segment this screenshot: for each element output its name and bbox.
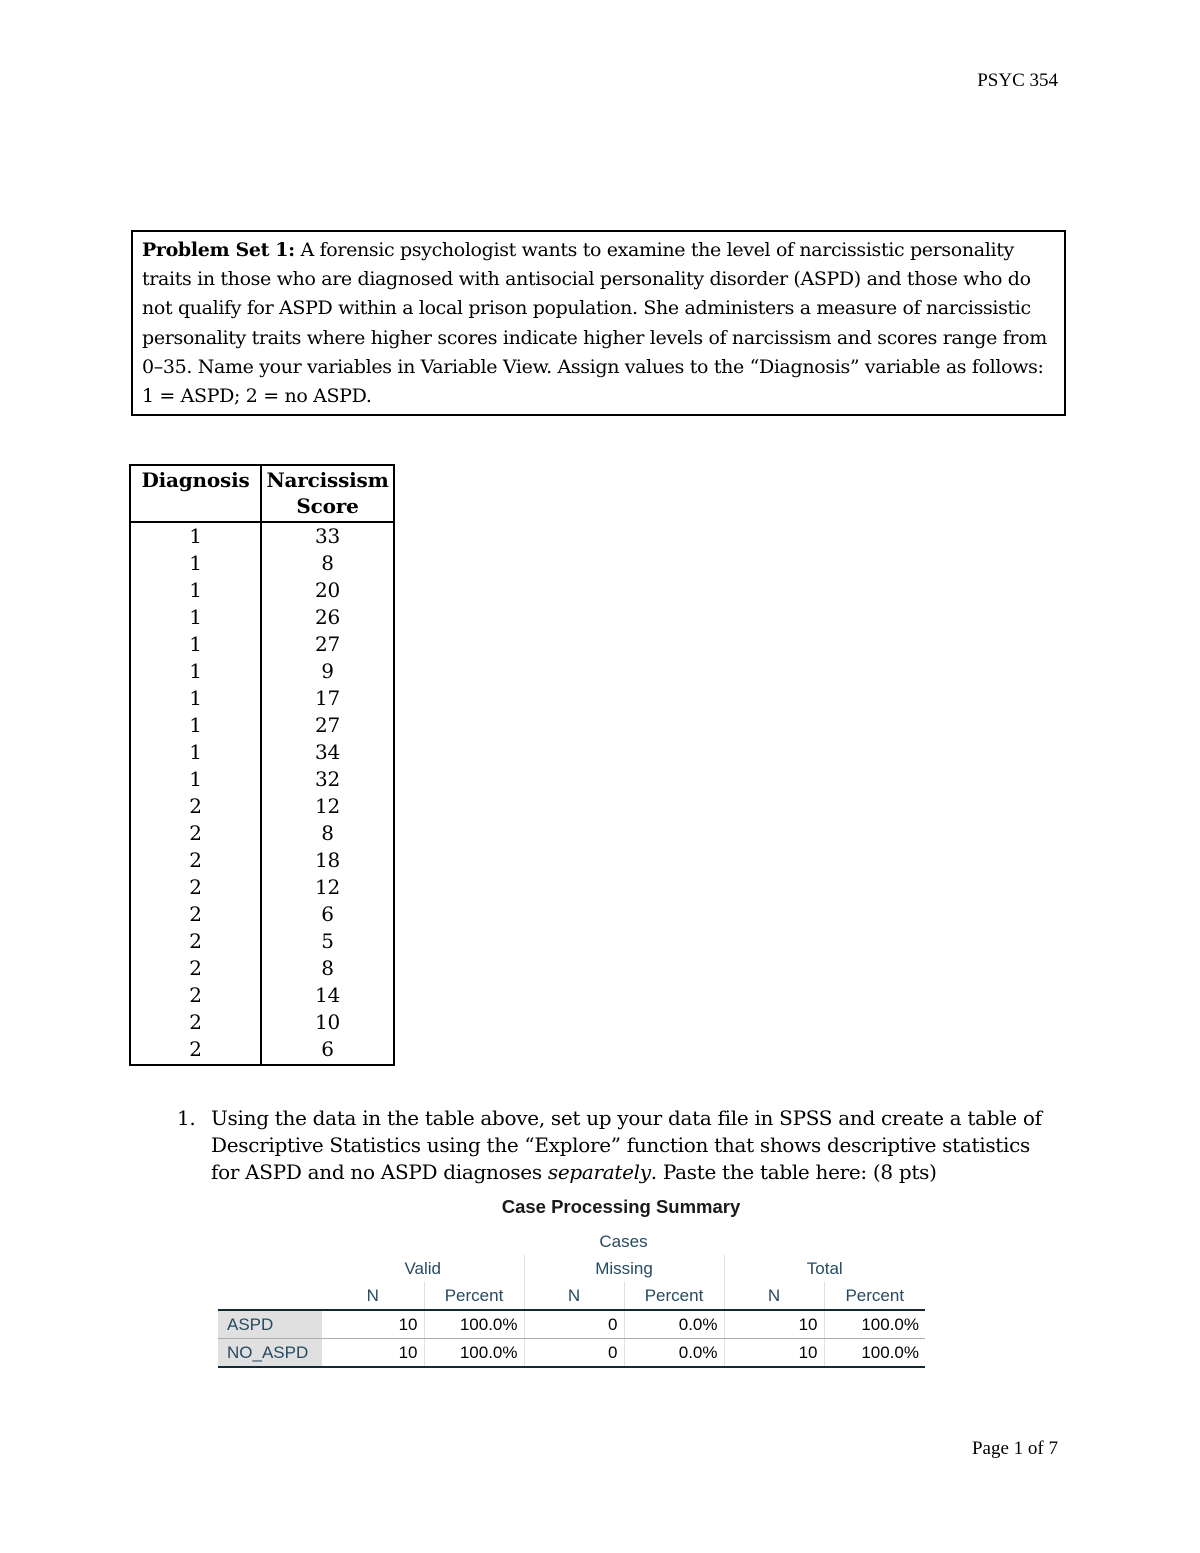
score-cell: 26 [261,604,394,631]
score-cell: 5 [261,928,394,955]
table-row [218,1339,925,1368]
table-row [130,1036,394,1065]
table-row [130,550,394,577]
table-row [130,874,394,901]
score-cell: 27 [261,712,394,739]
diagnosis-cell: 1 [130,658,261,685]
diagnosis-cell: 1 [130,712,261,739]
row-label: NO_ASPD [218,1339,322,1368]
diagnosis-header: Diagnosis [130,465,261,522]
diagnosis-cell: 1 [130,739,261,766]
problem-statement-box [131,230,1066,416]
diagnosis-cell: 2 [130,820,261,847]
table-row [130,928,394,955]
case-processing-summary [218,1228,925,1368]
diagnosis-cell: 2 [130,1036,261,1065]
diagnosis-cell: 2 [130,874,261,901]
table-row [130,522,394,550]
score-cell: 20 [261,577,394,604]
score-cell: 8 [261,550,394,577]
table-row [130,793,394,820]
data-table-body [130,522,394,1065]
value-cell: 10 [322,1339,424,1368]
score-cell: 10 [261,1009,394,1036]
value-cell: 0.0% [624,1339,724,1368]
table-row [130,901,394,928]
diagnosis-cell: 2 [130,982,261,1009]
table-row [130,1009,394,1036]
table-row [130,847,394,874]
table-row [130,739,394,766]
table-row [130,631,394,658]
diagnosis-cell: 1 [130,577,261,604]
course-header: PSYC 354 [977,70,1058,91]
value-cell: 0.0% [624,1310,724,1339]
score-cell: 12 [261,874,394,901]
table-row [130,577,394,604]
diagnosis-cell: 2 [130,793,261,820]
page-number: Page 1 of 7 [971,1438,1058,1459]
cases-header: Cases [599,1231,648,1251]
question-number: 1. [177,1106,196,1130]
table-row [130,658,394,685]
score-cell: 6 [261,1036,394,1065]
diagnosis-cell: 2 [130,847,261,874]
table-row [130,712,394,739]
table-row [218,1310,925,1339]
question-1 [177,1105,1047,1186]
total-n-header: N [724,1282,824,1310]
value-cell: 100.0% [424,1310,524,1339]
value-cell: 10 [724,1310,824,1339]
table-row [130,685,394,712]
score-cell: 9 [261,658,394,685]
score-cell: 8 [261,955,394,982]
score-cell: 17 [261,685,394,712]
diagnosis-cell: 1 [130,604,261,631]
total-header: Total [724,1255,925,1282]
diagnosis-cell: 1 [130,550,261,577]
score-cell: 6 [261,901,394,928]
question-text: Using the data in the table above, set up your data file in SPSS and create a table of Descriptive Statistics using the “Explore” function that shows descriptive statistics for ASPD and no ASPD diagnoses separately. Paste the table here: (8 pts) [211,1106,1042,1184]
score-cell: 33 [261,522,394,550]
diagnosis-cell: 2 [130,928,261,955]
narcissism-data-table [129,464,395,1066]
valid-percent-header: Percent [424,1282,524,1310]
value-cell: 10 [322,1310,424,1339]
score-cell: 12 [261,793,394,820]
value-cell: 100.0% [824,1310,925,1339]
diagnosis-cell: 2 [130,955,261,982]
valid-header: Valid [404,1258,442,1278]
diagnosis-cell: 1 [130,766,261,793]
missing-n-header: N [524,1282,624,1310]
score-cell: 34 [261,739,394,766]
question-emphasis: separately [547,1160,651,1184]
diagnosis-cell: 2 [130,1009,261,1036]
missing-header: Missing [524,1255,724,1282]
score-cell: 18 [261,847,394,874]
score-cell: 32 [261,766,394,793]
spss-table [218,1228,925,1368]
table-row [130,820,394,847]
diagnosis-cell: 1 [130,685,261,712]
table-row [130,604,394,631]
problem-label: Problem Set 1: [142,239,295,261]
total-percent-header: Percent [824,1282,925,1310]
missing-percent-header: Percent [624,1282,724,1310]
problem-text: A forensic psychologist wants to examine the level of narcissistic personality traits in those who are diagnosed with antisocial personality disorder (ASPD) and those who do not qualify for ASPD within a local prison population. She administers a measure of narcissistic personality traits where higher scores indicate higher levels of narcissism and scores range from 0–35. Name your variables in Variable View. Assign values to the “Diagnosis” variable as follows: 1 = ASPD; 2 = no ASPD. [142,239,1047,408]
score-cell: 27 [261,631,394,658]
valid-n-header: N [322,1282,424,1310]
table-row [130,982,394,1009]
narcissism-score-header: Narcissism Score [261,465,394,522]
value-cell: 0 [524,1310,624,1339]
score-cell: 14 [261,982,394,1009]
value-cell: 100.0% [824,1339,925,1368]
value-cell: 10 [724,1339,824,1368]
value-cell: 100.0% [424,1339,524,1368]
spss-table-title: Case Processing Summary [501,1196,741,1217]
table-row [130,766,394,793]
diagnosis-cell: 1 [130,522,261,550]
row-label: ASPD [218,1310,322,1339]
table-row [130,955,394,982]
diagnosis-cell: 2 [130,901,261,928]
score-cell: 8 [261,820,394,847]
value-cell: 0 [524,1339,624,1368]
diagnosis-cell: 1 [130,631,261,658]
